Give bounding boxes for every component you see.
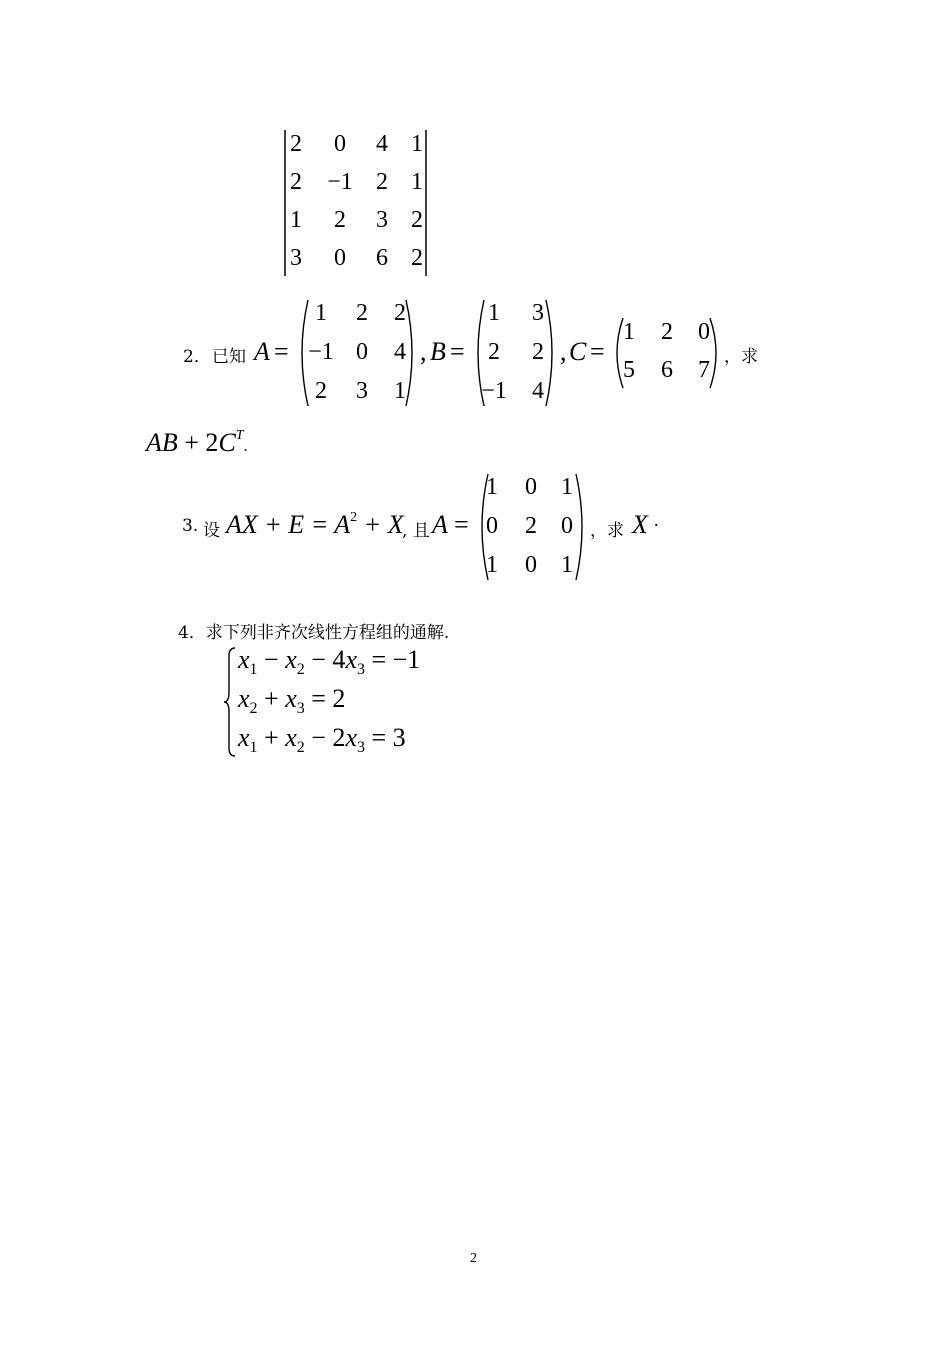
matrix-a-cell: 3	[356, 378, 368, 404]
matrix-c-cell: 5	[623, 357, 635, 383]
expression-ab: AB	[146, 428, 178, 457]
variable-subscript: 3	[296, 700, 305, 717]
variable-subscript: 1	[249, 661, 258, 678]
matrix-b-cell: 3	[532, 300, 544, 326]
matrix-a-cell: 1	[315, 300, 327, 326]
equals-sign: =	[274, 337, 289, 366]
problem-2-number: 2．	[183, 347, 211, 367]
problem-2-expression	[146, 428, 248, 458]
problem-4-heading: 4．求下列非齐次线性方程组的通解.	[178, 623, 450, 643]
matrix-b-cell: −1	[481, 378, 507, 404]
variable-x: x	[238, 645, 250, 674]
matrix-b-cell: 4	[532, 378, 544, 404]
expression-period: .	[243, 438, 248, 455]
equation-term: +	[257, 723, 286, 752]
equation-line	[238, 723, 406, 756]
problem-3-equation	[226, 510, 404, 540]
determinant-cell: −1	[327, 169, 353, 195]
matrix-a3-cell: 0	[525, 474, 537, 500]
determinant-cell: 4	[376, 131, 388, 157]
equation-term: −	[257, 645, 286, 674]
equation-term: − 2	[304, 723, 346, 752]
variable-subscript: 3	[356, 661, 365, 678]
matrix-a3-cell: 1	[561, 474, 573, 500]
problem-3-period: .	[654, 510, 659, 530]
page-number: 2	[470, 1251, 477, 1266]
matrix-a-cell: 2	[356, 300, 368, 326]
determinant-cell: 2	[411, 207, 423, 233]
variable-subscript: 3	[356, 739, 365, 756]
problem-2-intro: 已知	[212, 347, 246, 367]
equation-term: +	[257, 684, 286, 713]
matrix-a-cell: 2	[394, 300, 406, 326]
variable-x: x	[345, 645, 357, 674]
variable-subscript: 2	[249, 700, 258, 717]
matrix-c-cell: 0	[698, 319, 710, 345]
determinant-cell: 0	[334, 131, 346, 157]
matrix-a-cell: −1	[308, 339, 334, 365]
problem-3-ask: ，求	[590, 521, 624, 541]
determinant-cell: 1	[411, 169, 423, 195]
variable-subscript: 2	[296, 661, 305, 678]
determinant-cell: 1	[290, 207, 302, 233]
determinant-cell: 3	[376, 207, 388, 233]
variable-subscript: 1	[249, 739, 258, 756]
equation-right: + X	[357, 510, 404, 539]
equation-line	[238, 684, 346, 717]
equation-line	[238, 645, 421, 678]
matrix-a3-cell: 1	[486, 552, 498, 578]
determinant-cell: 2	[290, 131, 302, 157]
expression-c: C	[218, 428, 236, 457]
matrix-a3-cell: 0	[561, 513, 573, 539]
determinant-cell: 1	[411, 131, 423, 157]
matrix-a3-cell: 0	[525, 552, 537, 578]
equation-term: = −1	[364, 645, 421, 674]
problem-3-intro: 设	[203, 521, 220, 541]
matrix-b-label: B	[430, 337, 446, 366]
determinant-cell: 6	[376, 245, 388, 271]
expression-plus-two: + 2	[177, 428, 219, 457]
determinant-cell: 2	[290, 169, 302, 195]
expression-transpose: T	[235, 428, 244, 443]
matrix-a3-cell: 1	[486, 474, 498, 500]
equation-left: AX + E = A	[226, 510, 351, 539]
variable-subscript: 2	[296, 739, 305, 756]
matrix-a3-cell: 0	[486, 513, 498, 539]
problem-3-condition: , 且	[402, 521, 430, 541]
equals-sign: =	[454, 510, 469, 539]
equation-term: − 4	[304, 645, 346, 674]
problem-3-ask-var: X	[632, 510, 648, 539]
matrix-b-cell: 2	[488, 339, 500, 365]
matrix-c-cell: 2	[661, 319, 673, 345]
equation-square: 2	[350, 510, 358, 525]
matrix-a-cell: 1	[394, 378, 406, 404]
determinant-cell: 2	[334, 207, 346, 233]
matrix-c-label: C	[569, 337, 587, 366]
determinant-cell: 0	[334, 245, 346, 271]
variable-x: x	[238, 723, 250, 752]
matrix-a3-cell: 1	[561, 552, 573, 578]
variable-x: x	[285, 723, 297, 752]
system-left-brace	[222, 646, 238, 758]
matrix-b-cell: 1	[488, 300, 500, 326]
matrix-a-label: A	[432, 510, 448, 539]
matrix-a-cell: 4	[394, 339, 406, 365]
comma: ,	[560, 337, 567, 366]
matrix-c-cell: 6	[661, 357, 673, 383]
matrix-b-cell: 2	[532, 339, 544, 365]
matrix-a-label: A	[254, 337, 270, 366]
problem-3-number: 3.	[182, 516, 199, 536]
equals-sign: =	[590, 337, 605, 366]
determinant-cell: 3	[290, 245, 302, 271]
variable-x: x	[345, 723, 357, 752]
comma: ,	[420, 337, 427, 366]
equation-term: = 2	[304, 684, 346, 713]
problem-2-ask: ，求	[724, 347, 758, 367]
determinant-cell: 2	[376, 169, 388, 195]
matrix-c-cell: 7	[698, 357, 710, 383]
determinant-cell: 2	[411, 245, 423, 271]
equation-term: = 3	[364, 723, 406, 752]
variable-x: x	[285, 645, 297, 674]
matrix-a-cell: 2	[315, 378, 327, 404]
matrix-a-cell: 0	[356, 339, 368, 365]
matrix-a3-cell: 2	[525, 513, 537, 539]
matrix-c-cell: 1	[623, 319, 635, 345]
equals-sign: =	[450, 337, 465, 366]
variable-x: x	[238, 684, 250, 713]
variable-x: x	[285, 684, 297, 713]
